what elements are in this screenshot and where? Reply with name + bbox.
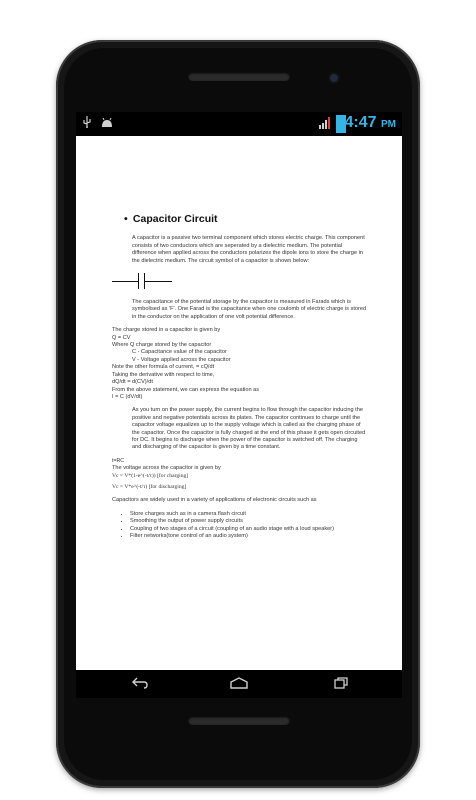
charge-line: dQ/dt = d(CV)/dt: [112, 379, 153, 386]
discharging-formula: Vc = V*e^(-t/τ) [for discharging]: [112, 483, 187, 490]
capacitor-symbol-icon: [112, 271, 172, 291]
list-item: • Filter networks(tone control of an audio system): [130, 533, 368, 540]
voltage-block: [112, 458, 368, 492]
charge-line: V - Voltage applied across the capacitor: [132, 356, 231, 363]
charge-line: C - Capacitance value of the capacitor: [132, 349, 227, 356]
charge-line: I = C (dV/dt): [112, 393, 143, 400]
charge-line: Note the other formula of current, = cQ/dt: [112, 364, 215, 371]
applications-list: [112, 511, 368, 541]
top-speaker: [188, 72, 290, 81]
paragraph-3: As you turn on the power supply, the current begins to flow through the capacitor inducing the positive and negative potentials across its plates. The capacitor continues to charge until the capacitor voltage equalizes up to the supply voltage which is called as the charging phase of the capacitor. Once the capacitor is fully charged at the end of this phase it gets open circuited for DC. It begins to discharge when the power of the capacitor is switched off. The charging and discharging of the capacitor is given by a time constant.: [132, 407, 366, 451]
home-icon: [230, 677, 248, 689]
charge-line: Taking the derivative with respect to time,: [112, 371, 215, 378]
charge-line: The charge stored in a capacitor is given by: [112, 327, 221, 334]
recents-button[interactable]: [334, 676, 348, 692]
paragraph-1: A capacitor is a passive two terminal component which stores electric charge. This component consists of two conductors which are seperated by a dielectric medium. The potential difference when applied across the conductors polarizes the dipole ions to store the charge in the dielectric medium. The circuit symbol of a capacitor is shown below:: [132, 235, 365, 264]
document-title: • Capacitor Circuit: [124, 213, 218, 225]
android-debug-icon: [101, 117, 113, 131]
usb-icon: [82, 116, 92, 131]
charge-line: Q = CV: [112, 334, 131, 341]
charge-line: From the above statement, we can express the equation as: [112, 386, 260, 393]
navigation-bar: [76, 670, 402, 698]
status-left-icons: [82, 116, 119, 131]
document-screen[interactable]: [76, 136, 402, 670]
applications-intro: Capacitors are widely used in a variety of applications of electronic circuits such as: [112, 497, 317, 504]
recents-icon: [334, 677, 348, 689]
signal-icon: [318, 116, 332, 130]
status-clock: 4:47 PM: [344, 114, 396, 131]
back-button[interactable]: [132, 676, 148, 692]
charge-line: Where Q charge stored by the capacitor: [112, 342, 212, 349]
status-bar: [76, 112, 402, 136]
title-bullet-icon: •: [124, 213, 128, 225]
list-item: • Smoothing the output of power supply circuits: [130, 518, 368, 525]
list-item: • Coupling of two stages of a circuit (coupling of an audio stage with a loud speaker): [130, 526, 368, 533]
home-button[interactable]: [230, 676, 248, 692]
bottom-speaker: [188, 716, 290, 725]
voltage-line: The voltage across the capacitor is given by: [112, 465, 221, 472]
paragraph-2: The capacitance of the potential storage by the capacitor is measured in Farads which is symbolised as 'F'. One Farad is the capacitance when one coulomb of electric charge is stored in the conductor on the application of one volt potential difference.: [132, 299, 367, 320]
back-arrow-icon: [132, 677, 148, 689]
charge-block: [112, 327, 368, 401]
document-page: [112, 213, 368, 540]
front-camera: [330, 74, 338, 82]
tau-line: t=RC: [112, 457, 124, 464]
charging-formula: Vc = V*(1-e^(-t/τ)) [for charging]: [112, 472, 189, 479]
list-item: • Store charges such as in a camera flash circuit: [130, 511, 368, 518]
